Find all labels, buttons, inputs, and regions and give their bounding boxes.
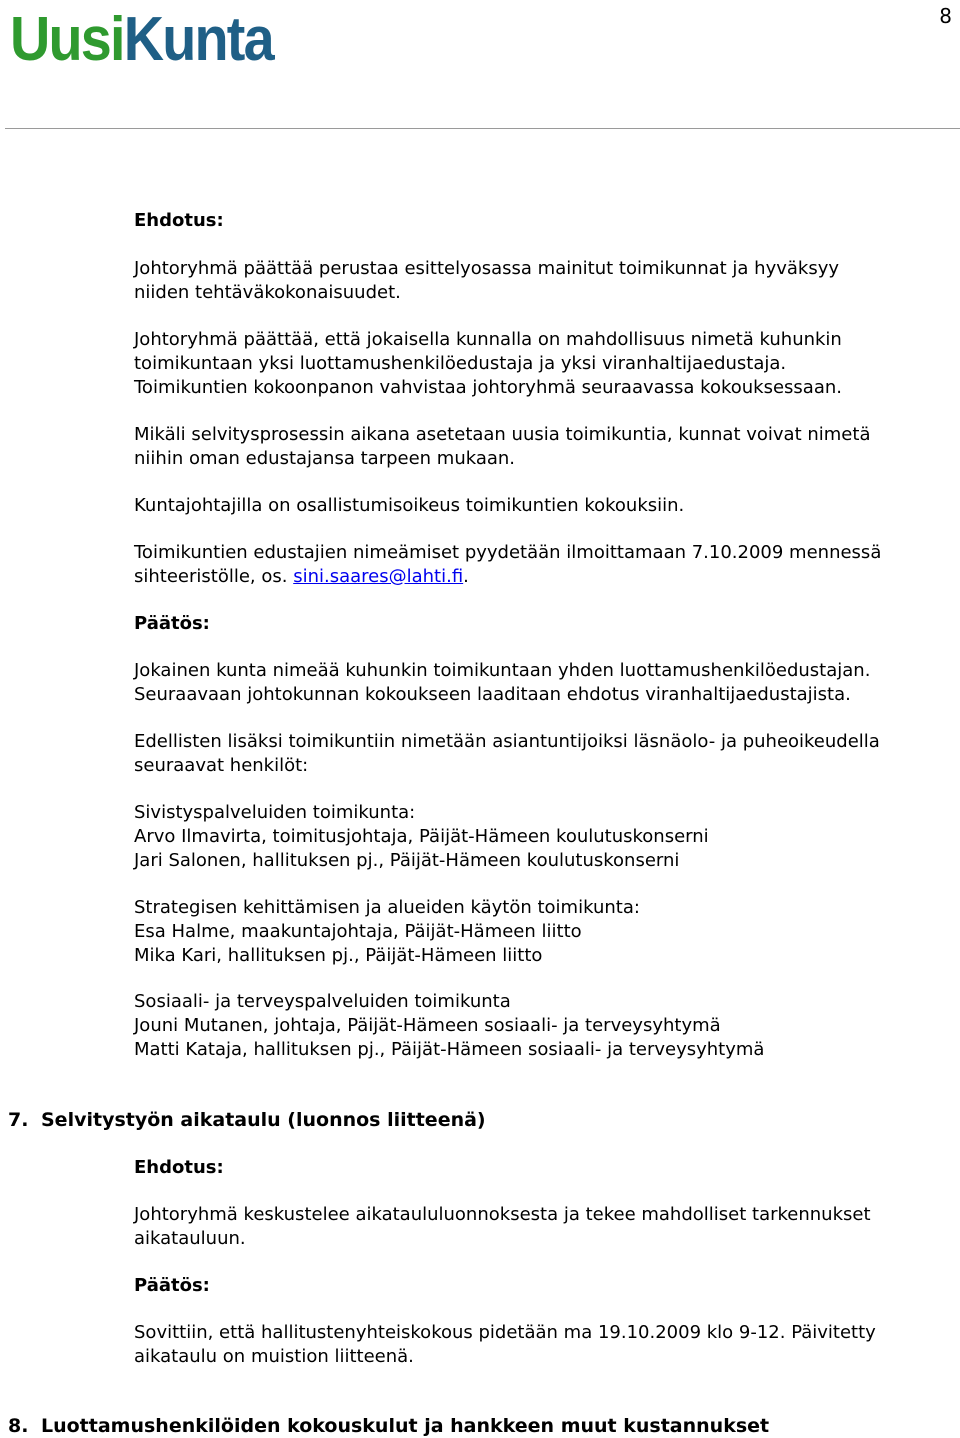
group-1-title: Sivistyspalveluiden toimikunta: [134,802,416,823]
section-7-heading [8,1108,486,1132]
section-8-heading [8,1414,769,1438]
group-1-member-1: Arvo Ilmavirta, toimitusjohtaja, Päijät-Hämeen koulutuskonserni [134,826,709,847]
section-7-title: Selvitystyön aikataulu (luonnos liitteenä) [41,1109,486,1131]
header-divider [5,128,960,129]
paragraph-5-text: sihteeristölle, os. [134,566,294,587]
paragraph-9-line-2: aikataulu on muistion liitteenä. [134,1346,414,1367]
ehdotus-heading: Ehdotus: [134,210,224,231]
paragraph-2-line-2: toimikuntaan yksi luottamushenkilöedustaja ja yksi viranhaltijaedustaja. [134,353,787,374]
email-link[interactable]: sini.saares@lahti.fi [293,566,464,587]
ehdotus-heading-2: Ehdotus: [134,1157,224,1178]
paragraph-7-line-2: seuraavat henkilöt: [134,755,309,776]
group-3-member-2: Matti Kataja, hallituksen pj., Päijät-Hämeen sosiaali- ja terveysyhtymä [134,1039,765,1060]
paragraph-3-line-1: Mikäli selvitysprosessin aikana asetetaan uusia toimikuntia, kunnat voivat nimetä [134,424,871,445]
paragraph-8-line-2: aikatauluun. [134,1228,246,1249]
paragraph-3-line-2: niihin oman edustajansa tarpeen mukaan. [134,448,516,469]
logo-part-uusi: Uusi [10,5,124,74]
paragraph-8-line-1: Johtoryhmä keskustelee aikataululuonnoksesta ja tekee mahdolliset tarkennukset [134,1204,871,1225]
section-8-title: Luottamushenkilöiden kokouskulut ja hankkeen muut kustannukset [41,1415,770,1437]
section-7-number: 7. [8,1109,29,1131]
paragraph-5-period: . [463,566,469,587]
page-number: 8 [939,4,952,28]
group-1-member-2: Jari Salonen, hallituksen pj., Päijät-Hämeen koulutuskonserni [134,850,680,871]
paragraph-5-line-2 [134,565,469,589]
paragraph-7-line-1: Edellisten lisäksi toimikuntiin nimetään asiantuntijoiksi läsnäolo- ja puheoikeudella [134,731,880,752]
uusikunta-logo [10,4,273,76]
paatos-heading-2: Päätös: [134,1275,210,1296]
paragraph-4: Kuntajohtajilla on osallistumisoikeus toimikuntien kokouksiin. [134,495,685,516]
paragraph-1-line-2: niiden tehtäväkokonaisuudet. [134,282,401,303]
section-8-number: 8. [8,1415,29,1437]
paragraph-5-line-1: Toimikuntien edustajien nimeämiset pyydetään ilmoittamaan 7.10.2009 mennessä [134,542,882,563]
paragraph-1-line-1: Johtoryhmä päättää perustaa esittelyosassa mainitut toimikunnat ja hyväksyy [134,258,840,279]
paragraph-2-line-3: Toimikuntien kokoonpanon vahvistaa johtoryhmä seuraavassa kokouksessaan. [134,377,842,398]
group-2-member-1: Esa Halme, maakuntajohtaja, Päijät-Hämeen liitto [134,921,582,942]
group-3-title: Sosiaali- ja terveyspalveluiden toimikunta [134,991,511,1012]
paragraph-6-line-2: Seuraavaan johtokunnan kokoukseen laaditaan ehdotus viranhaltijaedustajista. [134,684,851,705]
group-2-member-2: Mika Kari, hallituksen pj., Päijät-Hämeen liitto [134,945,543,966]
paatos-heading: Päätös: [134,613,210,634]
paragraph-2-line-1: Johtoryhmä päättää, että jokaisella kunnalla on mahdollisuus nimetä kuhunkin [134,329,842,350]
logo-part-kunta: Kunta [123,5,273,74]
paragraph-6-line-1: Jokainen kunta nimeää kuhunkin toimikuntaan yhden luottamushenkilöedustajan. [134,660,871,681]
paragraph-9-line-1: Sovittiin, että hallitustenyhteiskokous pidetään ma 19.10.2009 klo 9-12. Päivitetty [134,1322,876,1343]
group-3-member-1: Jouni Mutanen, johtaja, Päijät-Hämeen sosiaali- ja terveysyhtymä [134,1015,721,1036]
group-2-title: Strategisen kehittämisen ja alueiden käytön toimikunta: [134,897,640,918]
